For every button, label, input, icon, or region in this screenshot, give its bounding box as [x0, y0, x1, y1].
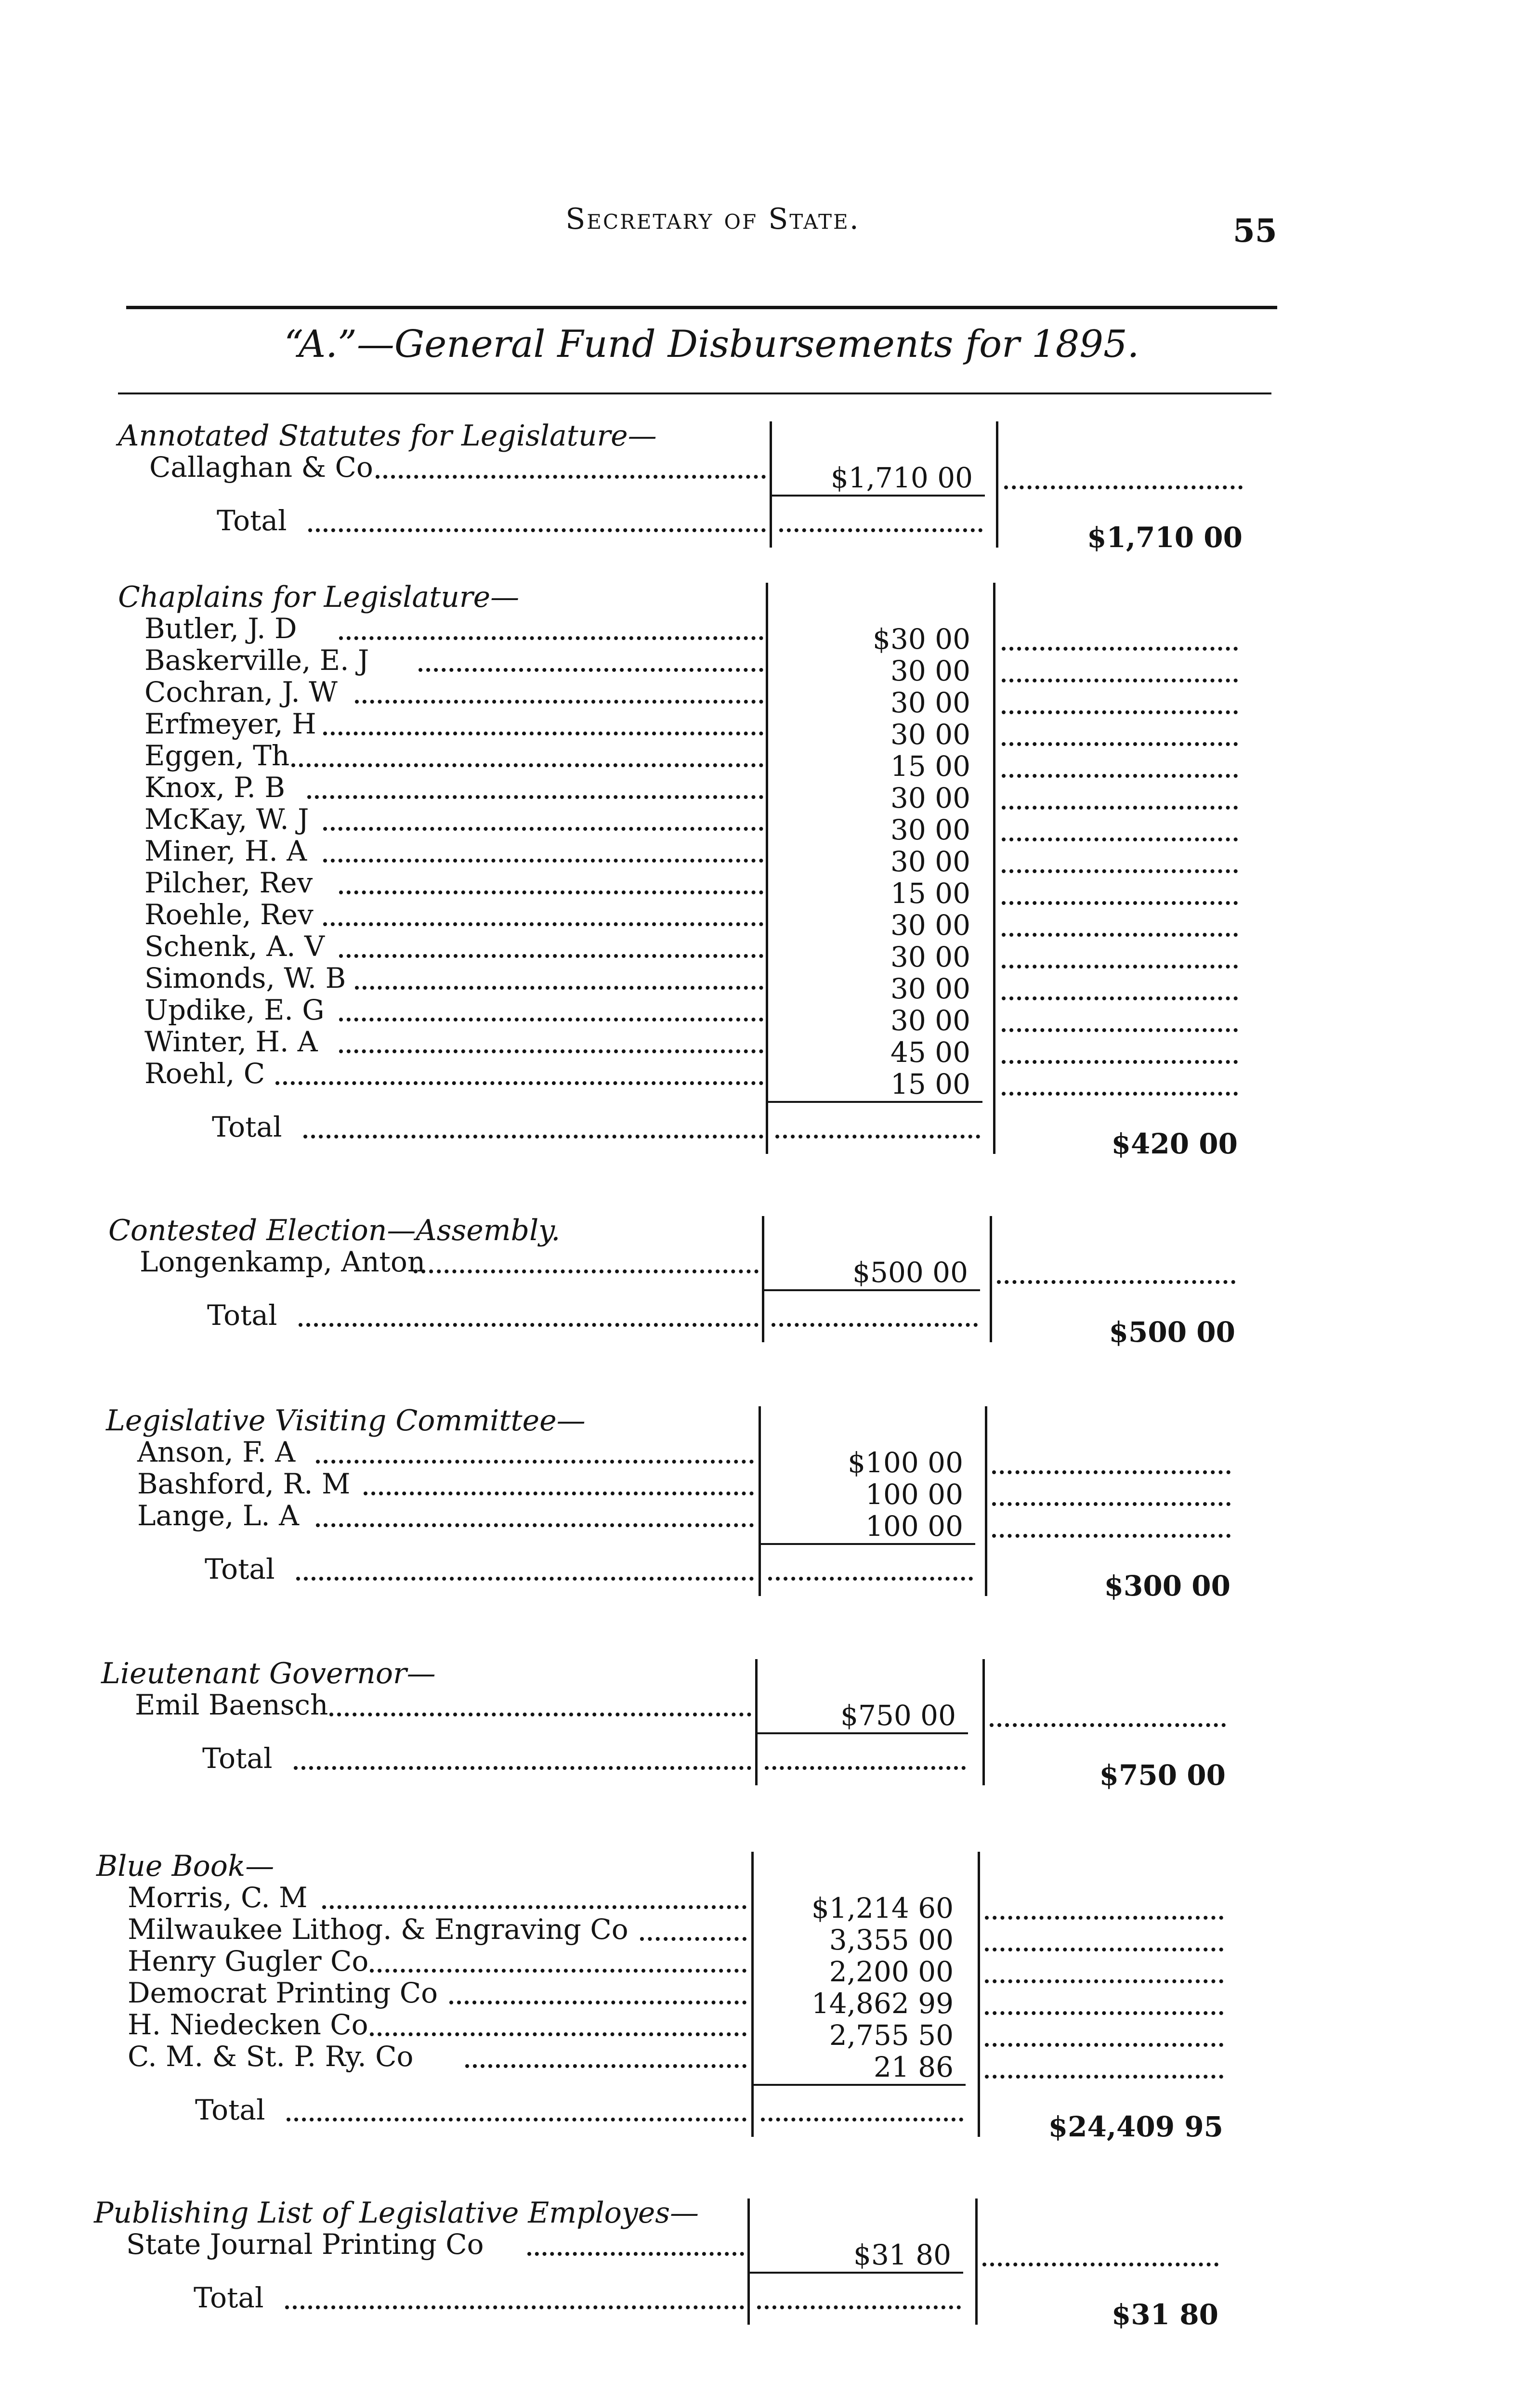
entry-amount: 21 86: [873, 2051, 954, 2083]
subtotal-rule: [750, 2272, 963, 2274]
column-rule: [996, 421, 998, 548]
total-amount: $500 00: [1109, 1316, 1235, 1348]
leader-dots: [449, 2001, 746, 2004]
leader-dots: [761, 2118, 963, 2121]
entry-name: Cochran, J. W: [144, 676, 338, 708]
leader-dots: [419, 668, 763, 672]
entry-amount: 15 00: [890, 750, 970, 783]
section-heading: Annotated Statutes for Legislature—: [118, 419, 657, 453]
leader-dots: [640, 1937, 746, 1941]
leader-dots: [1002, 996, 1238, 1000]
leader-dots: [997, 1280, 1235, 1284]
subtotal-rule: [758, 1732, 968, 1734]
leader-dots: [376, 475, 766, 479]
leader-dots: [339, 890, 763, 894]
total-amount: $31 80: [1112, 2298, 1218, 2331]
total-amount: $300 00: [1104, 1570, 1230, 1602]
leader-dots: [779, 528, 982, 532]
column-rule: [978, 1852, 980, 2137]
column-rule: [755, 1659, 758, 1785]
leader-dots: [323, 827, 763, 831]
entry-name: Pilcher, Rev: [144, 866, 313, 899]
leader-dots: [1002, 838, 1238, 841]
leader-dots: [985, 1948, 1223, 1951]
leader-dots: [757, 2305, 961, 2309]
entry-name: Eggen, Th: [144, 739, 290, 772]
entry-name: Henry Gugler Co: [128, 1945, 369, 1977]
leader-dots: [982, 2263, 1218, 2266]
leader-dots: [285, 2305, 744, 2309]
leader-dots: [370, 2032, 746, 2036]
leader-dots: [323, 732, 763, 735]
leader-dots: [355, 986, 763, 990]
leader-dots: [1002, 710, 1238, 714]
leader-dots: [364, 1492, 754, 1495]
leader-dots: [303, 1135, 763, 1139]
leader-dots: [1002, 1060, 1238, 1064]
entry-name: Erfmeyer, H: [144, 707, 316, 740]
column-rule: [985, 1406, 987, 1596]
leader-dots: [323, 859, 763, 863]
entry-amount: 3,355 00: [829, 1924, 954, 1956]
leader-dots: [992, 1470, 1230, 1474]
entry-amount: 100 00: [865, 1478, 963, 1511]
leader-dots: [1002, 933, 1238, 937]
leader-dots: [1002, 774, 1238, 778]
section-heading: Blue Book—: [96, 1849, 275, 1883]
leader-dots: [323, 922, 763, 926]
leader-dots: [765, 1766, 966, 1770]
column-rule: [770, 421, 772, 548]
column-rule: [762, 1216, 764, 1342]
entry-amount: 15 00: [890, 877, 970, 910]
leader-dots: [527, 2252, 744, 2256]
section-heading: Contested Election—Assembly.: [108, 1214, 561, 1247]
column-rule: [766, 583, 768, 1154]
leader-dots: [355, 700, 763, 704]
leader-dots: [296, 1577, 754, 1581]
leader-dots: [316, 1460, 754, 1464]
leader-dots: [1002, 742, 1238, 746]
section-heading: Lieutenant Governor—: [101, 1657, 436, 1690]
section-heading: Legislative Visiting Committee—: [106, 1404, 586, 1438]
entry-name: Winter, H. A: [144, 1025, 318, 1058]
column-rule: [759, 1406, 761, 1596]
entry-amount: $500 00: [852, 1256, 968, 1289]
leader-dots: [985, 2011, 1223, 2015]
column-rule: [990, 1216, 992, 1342]
leader-dots: [308, 528, 766, 532]
page-number: 55: [1233, 212, 1277, 249]
entry-name: H. Niedecken Co: [128, 2008, 368, 2041]
entry-amount: $750 00: [840, 1699, 956, 1732]
entry-amount: $100 00: [848, 1446, 963, 1479]
leader-dots: [772, 1323, 978, 1327]
leader-dots: [465, 2064, 746, 2068]
leader-dots: [307, 795, 763, 799]
entry-amount: 30 00: [890, 972, 970, 1005]
leader-dots: [275, 1081, 763, 1085]
entry-name: C. M. & St. P. Ry. Co: [128, 2040, 414, 2073]
entry-amount: 30 00: [890, 909, 970, 942]
leader-dots: [322, 1905, 746, 1909]
entry-amount: 45 00: [890, 1036, 970, 1069]
total-amount: $1,710 00: [1087, 521, 1243, 554]
entry-name: Schenk, A. V: [144, 930, 325, 963]
entry-name: Bashford, R. M: [137, 1467, 351, 1500]
table-title: “A.”—General Fund Disbursements for 1895.: [284, 323, 1139, 366]
leader-dots: [291, 763, 763, 767]
leader-dots: [985, 2043, 1223, 2047]
entry-name: State Journal Printing Co: [126, 2228, 484, 2261]
entry-name: Emil Baensch: [135, 1688, 328, 1721]
entry-amount: $30 00: [873, 623, 970, 655]
total-label: Total: [212, 1111, 282, 1143]
leader-dots: [1002, 1028, 1238, 1032]
entry-name: Miner, H. A: [144, 835, 307, 867]
total-amount: $24,409 95: [1048, 2110, 1223, 2143]
total-amount: $750 00: [1099, 1759, 1226, 1792]
subtotal-rule: [764, 1289, 980, 1291]
entry-amount: 100 00: [865, 1510, 963, 1543]
entry-name: Anson, F. A: [137, 1436, 296, 1468]
entry-name: Simonds, W. B: [144, 962, 346, 995]
entry-amount: 30 00: [890, 782, 970, 814]
leader-dots: [992, 1534, 1230, 1538]
leader-dots: [1002, 901, 1238, 905]
running-head: Secretary of State.: [565, 202, 860, 236]
entry-name: Roehle, Rev: [144, 898, 314, 931]
entry-amount: 30 00: [890, 813, 970, 846]
leader-dots: [316, 1523, 754, 1527]
leader-dots: [1002, 1092, 1238, 1096]
entry-amount: 30 00: [890, 845, 970, 878]
leader-dots: [1002, 679, 1238, 682]
subtotal-rule: [768, 1101, 982, 1103]
entry-amount: 30 00: [890, 718, 970, 751]
entry-amount: 30 00: [890, 941, 970, 973]
entry-amount: 15 00: [890, 1068, 970, 1100]
entry-amount: 2,755 50: [829, 2019, 954, 2052]
leader-dots: [339, 636, 763, 640]
leader-dots: [299, 1323, 759, 1327]
entry-name: Baskerville, E. J: [144, 644, 369, 677]
leader-dots: [339, 954, 763, 958]
leader-dots: [339, 1018, 763, 1021]
top-rule: [126, 306, 1277, 309]
column-rule: [975, 2199, 978, 2325]
entry-name: Longenkamp, Anton: [140, 1245, 426, 1278]
leader-dots: [414, 1269, 759, 1273]
leader-dots: [339, 1049, 763, 1053]
entry-amount: $1,214 60: [811, 1892, 954, 1924]
entry-amount: 30 00: [890, 1004, 970, 1037]
entry-amount: 30 00: [890, 686, 970, 719]
total-label: Total: [194, 2281, 264, 2314]
column-rule: [993, 583, 995, 1154]
leader-dots: [370, 1969, 746, 1973]
entry-name: Morris, C. M: [128, 1881, 308, 1914]
leader-dots: [985, 2075, 1223, 2079]
leader-dots: [287, 2118, 746, 2121]
entry-name: Roehl, C: [144, 1057, 265, 1090]
leader-dots: [1004, 485, 1243, 489]
section-heading: Chaplains for Legislature—: [118, 580, 520, 614]
entry-name: Milwaukee Lithog. & Engraving Co: [128, 1913, 628, 1946]
entry-name: Updike, E. G: [144, 994, 325, 1026]
entry-name: McKay, W. J: [144, 803, 309, 836]
leader-dots: [1002, 869, 1238, 873]
title-rule: [118, 393, 1271, 394]
entry-amount: 2,200 00: [829, 1955, 954, 1988]
entry-amount: 30 00: [890, 654, 970, 687]
total-label: Total: [207, 1299, 277, 1332]
entry-name: Lange, L. A: [137, 1499, 300, 1532]
leader-dots: [775, 1135, 980, 1139]
total-amount: $420 00: [1111, 1127, 1238, 1160]
column-rule: [982, 1659, 985, 1785]
leader-dots: [985, 1979, 1223, 1983]
leader-dots: [990, 1723, 1226, 1727]
subtotal-rule: [772, 495, 985, 497]
entry-name: Knox, P. B: [144, 771, 285, 804]
leader-dots: [985, 1916, 1223, 1920]
total-label: Total: [195, 2094, 265, 2126]
entry-name: Callaghan & Co: [149, 451, 373, 484]
total-label: Total: [217, 504, 287, 537]
entry-name: Democrat Printing Co: [128, 1976, 438, 2009]
leader-dots: [329, 1713, 751, 1716]
entry-amount: 14,862 99: [811, 1987, 954, 2020]
leader-dots: [992, 1502, 1230, 1506]
subtotal-rule: [754, 2084, 966, 2086]
leader-dots: [1002, 806, 1238, 810]
column-rule: [747, 2199, 750, 2325]
leader-dots: [1002, 647, 1238, 651]
leader-dots: [768, 1577, 973, 1581]
leader-dots: [1002, 965, 1238, 968]
total-label: Total: [205, 1553, 275, 1585]
leader-dots: [294, 1766, 751, 1770]
entry-amount: $31 80: [853, 2238, 951, 2271]
entry-name: Butler, J. D: [144, 612, 297, 645]
subtotal-rule: [761, 1543, 975, 1545]
section-heading: Publishing List of Legislative Employes—: [94, 2196, 699, 2230]
column-rule: [751, 1852, 754, 2137]
entry-amount: $1,710 00: [830, 461, 973, 494]
total-label: Total: [202, 1742, 273, 1775]
